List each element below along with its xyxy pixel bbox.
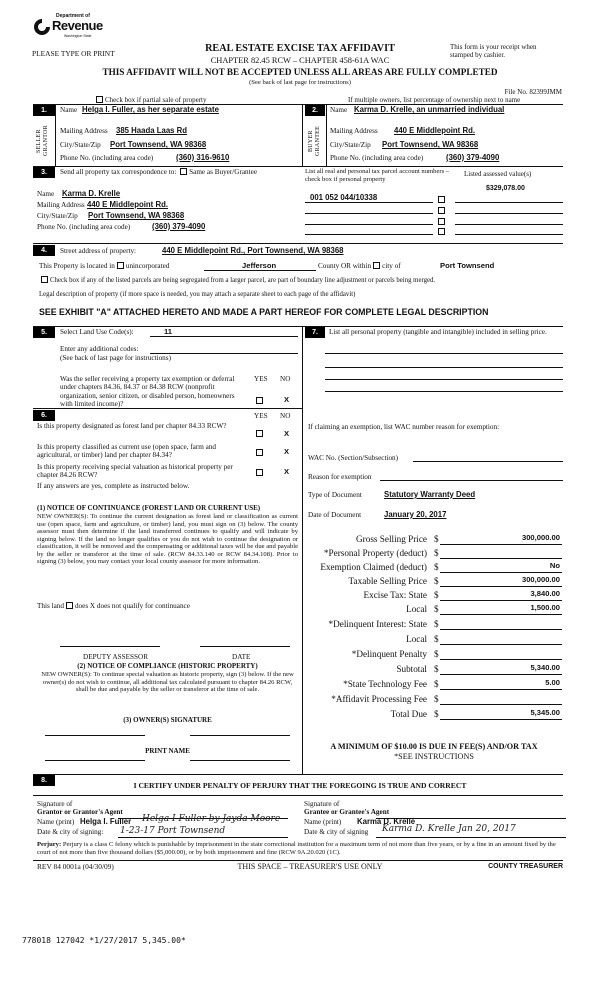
file-number: File No. 82399JMM xyxy=(504,88,562,96)
parcel-3-box[interactable] xyxy=(438,218,445,225)
calc-value xyxy=(440,694,562,705)
section-5-number: 5. xyxy=(33,327,55,338)
land-use-code: 11 xyxy=(164,327,173,336)
see-back-note: (See back of last page for instructions) xyxy=(249,79,351,86)
calc-label: Local xyxy=(406,634,427,644)
calc-dollar-sign: $ xyxy=(434,619,439,629)
land-use-label: Select Land Use Code(s): xyxy=(60,328,134,336)
receipt-note: This form is your receipt when stamped by cashier. xyxy=(450,43,537,60)
parcel-1-box[interactable] xyxy=(438,196,445,203)
personal-property-label: List all personal property (tangible and intangible) included in selling price. xyxy=(329,328,547,336)
exemption-reason-label: Reason for exemption xyxy=(308,473,372,481)
calc-dollar-sign: $ xyxy=(434,709,439,719)
grantee-print-name: Karma D. Krelle xyxy=(357,817,416,826)
calc-dollar-sign: $ xyxy=(434,534,439,544)
forest-land-question: Is this property designated as forest land per chapter 84.33 RCW? xyxy=(37,422,227,430)
seller-address: 385 Haada Laas Rd xyxy=(116,126,188,135)
calc-label: Local xyxy=(406,604,427,614)
logo-swirl-icon xyxy=(32,17,52,37)
calc-value xyxy=(440,548,562,559)
seller-name: Helga I. Fuller, as her separate estate xyxy=(82,105,219,114)
correspondence-city: Port Townsend, WA 98368 xyxy=(88,211,185,220)
current-use-yes-box[interactable] xyxy=(256,449,263,456)
grantor-signature: Helga I Fuller by Jayda Moore xyxy=(142,814,281,824)
deputy-assessor-label: DEPUTY ASSESSOR xyxy=(83,653,149,661)
calc-label: *State Technology Fee xyxy=(343,679,427,689)
buyer-phone: (360) 379-4090 xyxy=(446,153,500,162)
grantee-signature: Karma D. Krelle Jan 20, 2017 xyxy=(382,824,516,834)
calc-value: 300,000.00 xyxy=(440,576,562,587)
parcel-number: 001 052 044/10338 xyxy=(310,193,378,202)
calc-value xyxy=(440,649,562,660)
location-line: This Property is located in unincorporated xyxy=(39,262,170,270)
section-3-number: 3. xyxy=(33,167,55,178)
same-as-buyer-box[interactable] xyxy=(180,168,187,175)
city-of-box[interactable] xyxy=(373,262,380,269)
calc-label: Total Due xyxy=(390,709,427,719)
calc-label: Exemption Claimed (deduct) xyxy=(320,562,427,572)
calc-dollar-sign: $ xyxy=(434,634,439,644)
certify-statement: I CERTIFY UNDER PENALTY OF PERJURY THAT THE FOREGOING IS TRUE AND CORRECT xyxy=(133,781,467,790)
print-name-label: PRINT NAME xyxy=(145,747,190,755)
calc-label: *Personal Property (deduct) xyxy=(323,548,427,558)
correspondence-address: 440 E Middlepoint Rd. xyxy=(87,200,169,209)
parcel-list-label: List all real and personal tax parcel account numbers – check box if personal property xyxy=(305,168,450,183)
correspondence-label: Send all property tax correspondence to: Same as Buyer/Grantee xyxy=(60,168,258,176)
seller-phone: (360) 316-9610 xyxy=(176,153,230,162)
treasurer-use-label: THIS SPACE – TREASURER'S USE ONLY xyxy=(237,862,383,871)
payment-stamp: 778018 127042 *1/27/2017 5,345.00* xyxy=(22,936,186,945)
calc-label: *Delinquent Interest: State xyxy=(328,619,427,629)
buyer-name: Karma D. Krelle, an unmarried individual xyxy=(354,105,505,114)
assessed-value-label: Listed assessed value(s) xyxy=(464,170,532,178)
calc-dollar-sign: $ xyxy=(434,649,439,659)
calc-dollar-sign: $ xyxy=(434,576,439,586)
calc-value: 300,000.00 xyxy=(440,534,562,545)
county-name: Jefferson xyxy=(242,261,277,270)
section-7-number: 7. xyxy=(305,327,325,338)
calc-value: 5.00 xyxy=(440,679,562,690)
calc-label: *Affidavit Processing Fee xyxy=(331,694,427,704)
calc-label: Taxable Selling Price xyxy=(348,576,427,586)
calc-label: Subtotal xyxy=(396,664,427,674)
segregated-checkbox[interactable]: Check box if any of the listed parcels are being segregated from a larger parcel, are part of boundary line adjustment or parcels being merged. xyxy=(39,276,435,285)
forest-yes-box[interactable] xyxy=(256,430,263,437)
calc-value: No xyxy=(440,562,562,573)
segregated-box[interactable] xyxy=(41,276,48,283)
exemption-yes-box[interactable] xyxy=(256,397,263,404)
exemption-question: Was the seller receiving a property tax exemption or deferral under chapters 84.36, 84.37 or 84.38 RCW (nonprofit organization, senior citizen, or disabled person, homeowners with limited income)? xyxy=(60,375,235,408)
section-4-number: 4. xyxy=(33,245,55,256)
grantor-date-city: 1-23-17 Port Townsend xyxy=(120,826,226,836)
seller-city: Port Townsend, WA 98368 xyxy=(110,140,207,149)
calc-dollar-sign: $ xyxy=(434,562,439,572)
perjury-notice: Perjury: Perjury is a class C felony which is punishable by imprisonment in the state correctional institution for a maximum term of not more than five years, or by a fine in an amount fixed by the court of not more than five thousand dollars ($5,000.00), or by both imprisonment and fine (RCW 9A.20.020 (1C). xyxy=(37,841,556,856)
legal-description-label: Legal description of property (if more space is needed, you may attach a separate sheet to each page of the affidavit) xyxy=(39,291,356,298)
historic-yes-box[interactable] xyxy=(256,469,263,476)
calc-value xyxy=(440,634,562,645)
correspondence-name: Karma D. Krelle xyxy=(62,189,121,198)
exhibit-text: SEE EXHIBIT "A" ATTACHED HERETO AND MADE A PART HEREOF FOR COMPLETE LEGAL DESCRIPTION xyxy=(39,307,489,317)
revenue-logo: Department of Revenue Washington State xyxy=(32,14,102,40)
does-qualify-box[interactable] xyxy=(66,602,73,609)
see-instructions-note: *SEE INSTRUCTIONS xyxy=(394,752,474,761)
calc-value: 3,840.00 xyxy=(440,590,562,601)
wac-number-label: WAC No. (Section/Subsection) xyxy=(308,454,399,462)
calc-dollar-sign: $ xyxy=(434,664,439,674)
date-label: DATE xyxy=(232,653,251,661)
section-8-number: 8. xyxy=(33,775,55,786)
partial-sale-checkbox[interactable]: Check box if partial sale of property xyxy=(94,96,206,104)
assessed-value: $329,078.00 xyxy=(486,185,525,192)
calc-dollar-sign: $ xyxy=(434,548,439,558)
current-use-question: Is this property classified as current use (open space, farm and agricultural, or timber) land per chapter 84.34? xyxy=(37,443,217,460)
buyer-address: 440 E Middlepoint Rd. xyxy=(394,126,476,135)
warning-banner: THIS AFFIDAVIT WILL NOT BE ACCEPTED UNLESS ALL AREAS ARE FULLY COMPLETED xyxy=(102,67,498,77)
street-address: 440 E Middlepoint Rd., Port Townsend, WA 98368 xyxy=(162,246,344,255)
calc-value xyxy=(440,619,562,630)
calc-value: 5,345.00 xyxy=(440,709,562,720)
parcel-2-box[interactable] xyxy=(438,207,445,214)
this-land-line: This land does X does not qualify for continuance xyxy=(37,602,190,610)
grantor-print-name: Helga I. Fuller xyxy=(80,817,132,826)
notice-continuance-title: (1) NOTICE OF CONTINUANCE (FOREST LAND OR CURRENT USE) xyxy=(37,504,261,512)
partial-sale-box[interactable] xyxy=(96,96,103,103)
city-name: Port Townsend xyxy=(440,261,495,270)
parcel-4-box[interactable] xyxy=(438,228,445,235)
minimum-due-note: A MINIMUM OF $10.00 IS DUE IN FEE(S) AND/OR TAX xyxy=(330,742,538,751)
street-address-label: Street address of property: xyxy=(60,247,137,255)
form-title: REAL ESTATE EXCISE TAX AFFIDAVIT xyxy=(205,43,395,54)
wac-reason-label: If claiming an exemption, list WAC number reason for exemption: xyxy=(308,423,500,431)
revision-label: REV 84 0001a (04/30/09) xyxy=(37,862,114,871)
buyer-city: Port Townsend, WA 98368 xyxy=(382,140,479,149)
calc-value: 1,500.00 xyxy=(440,604,562,615)
calc-label: Gross Selling Price xyxy=(356,534,427,544)
notice-compliance-title: (2) NOTICE OF COMPLIANCE (HISTORIC PROPERTY) xyxy=(77,662,258,670)
section-6-number: 6. xyxy=(33,410,55,421)
please-type-label: PLEASE TYPE OR PRINT xyxy=(32,49,115,58)
document-type: Statutory Warranty Deed xyxy=(384,490,476,499)
multiple-owners-note: If multiple owners, list percentage of ownership next to name xyxy=(348,96,521,104)
owner-signature-label: (3) OWNER(S) SIGNATURE xyxy=(123,716,212,724)
section-1-number: 1. xyxy=(33,105,55,116)
buyer-side-label: BUYER GRANTEE xyxy=(308,125,321,157)
calc-dollar-sign: $ xyxy=(434,590,439,600)
calc-label: Excise Tax: State xyxy=(363,590,427,600)
unincorporated-box[interactable] xyxy=(117,262,124,269)
calc-label: *Delinquent Penalty xyxy=(351,649,427,659)
notice-continuance-text: NEW OWNER(S): To continue the current designation as forest land or classification as current use (open space, farm and agriculture, or timber) land, you must sign on (3) below. The county assessor must then determine if the land transferred continues to qualify and will indicate by signing below. If the land no longer qualifies or you do not wish to continue the designation or classification, it will be removed and the compensating or additional taxes will be due and payable by the seller or transferor at the time of sale. (RCW 84.33.140 or RCW 84.34.108). Prior to signing (3) below, you may contact your local county assessor for more information. xyxy=(37,513,298,566)
calc-dollar-sign: $ xyxy=(434,604,439,614)
form-chapter: CHAPTER 82.45 RCW – CHAPTER 458-61A WAC xyxy=(210,56,390,65)
calc-value: 5,340.00 xyxy=(440,664,562,675)
seller-side-label: SELLER GRANTOR xyxy=(36,125,49,157)
county-treasurer-label: COUNTY TREASURER xyxy=(488,863,563,870)
exemption-answer: X xyxy=(284,395,290,404)
section-2-number: 2. xyxy=(305,105,325,116)
historic-question: Is this property receiving special valuation as historical property per chapter 84.26 RCW? xyxy=(37,463,233,480)
correspondence-phone: (360) 379-4090 xyxy=(152,222,206,231)
calc-dollar-sign: $ xyxy=(434,679,439,689)
calc-dollar-sign: $ xyxy=(434,694,439,704)
notice-compliance-text: NEW OWNER(S): To continue special valuation as historic property, sign (3) below. If the new owner(s) do not wish to continue, all additional tax calculated pursuant to chapter 84.26 RCW, shall be due and payable by the seller or transferor at the time of sale. xyxy=(41,671,294,694)
document-date: January 20, 2017 xyxy=(384,510,447,519)
